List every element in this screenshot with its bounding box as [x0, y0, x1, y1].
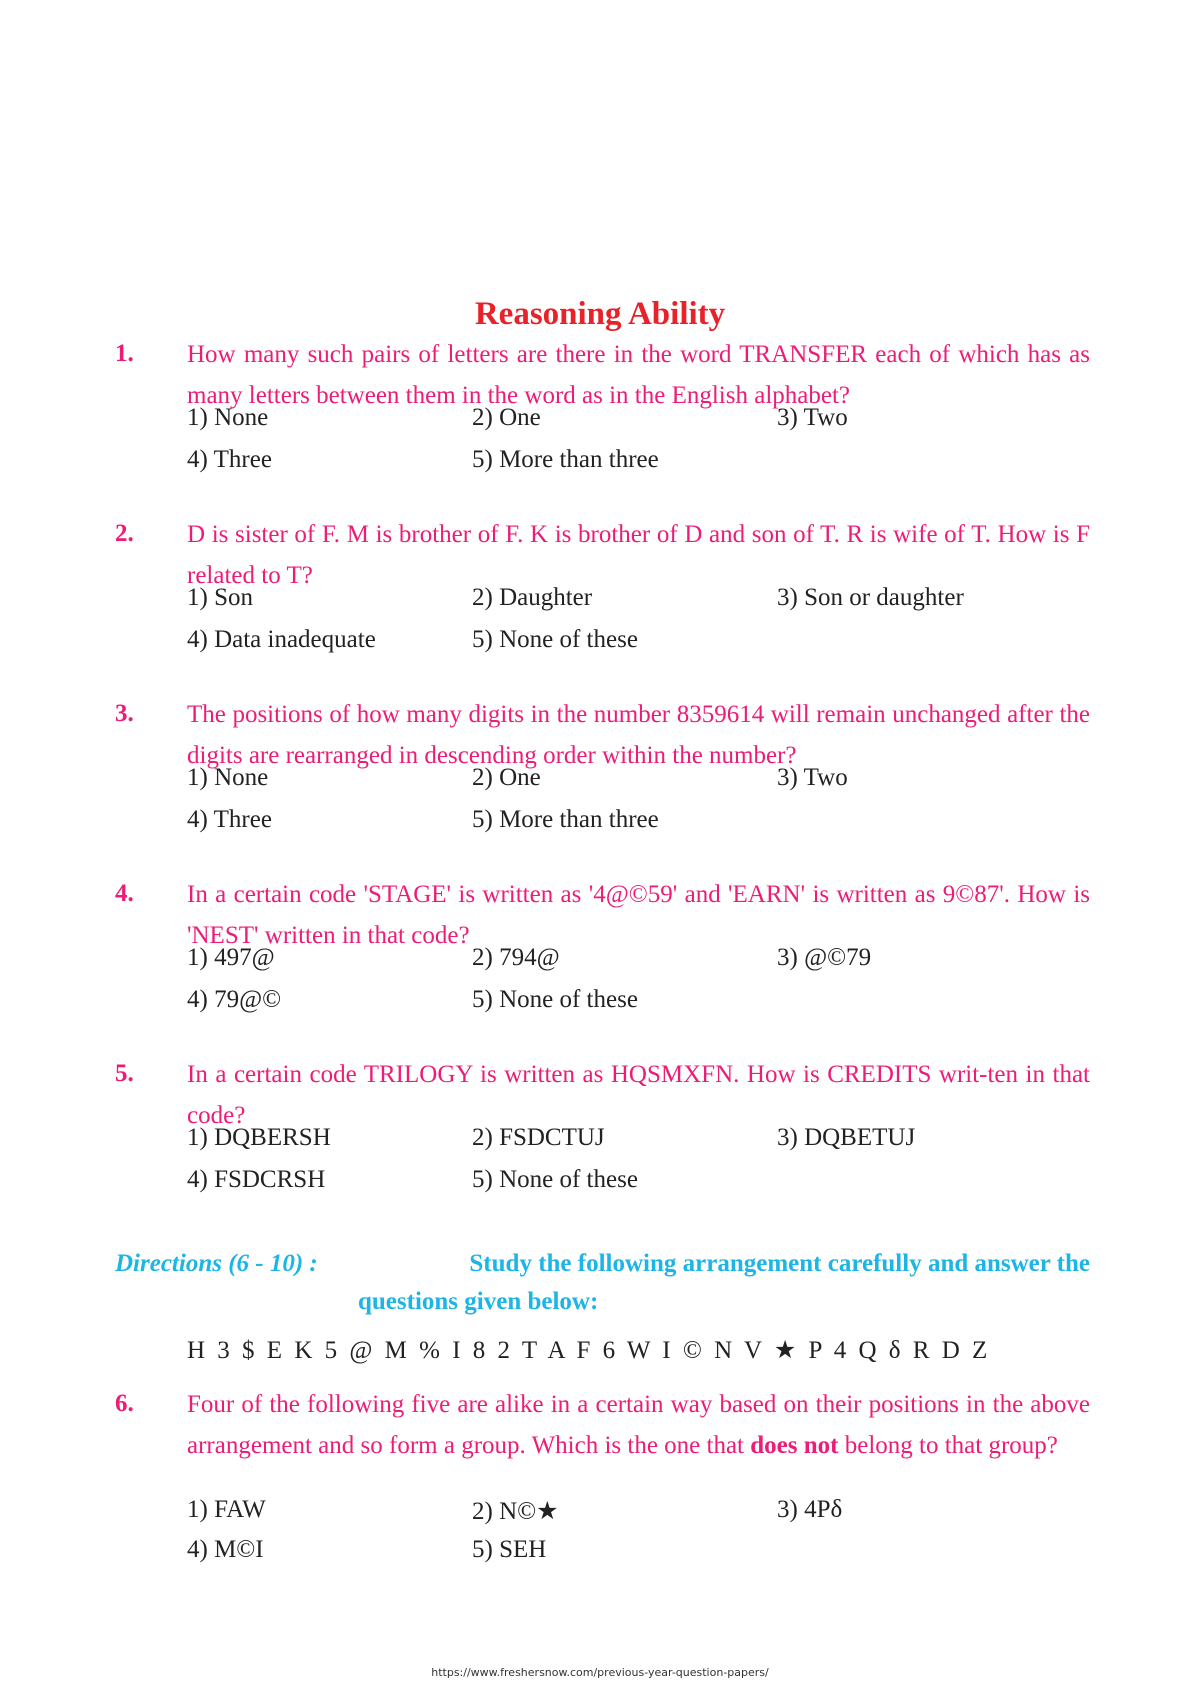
option-5: 5) More than three [472, 806, 659, 833]
directions-label: Directions (6 - 10) : [115, 1250, 318, 1277]
question-text-emphasis: does not [750, 1432, 839, 1459]
question-text-part-2: belong to that group? [838, 1432, 1058, 1459]
question-number: 2. [115, 520, 134, 547]
option-3: 3) DQBETUJ [777, 1124, 916, 1151]
option-5: 5) More than three [472, 446, 659, 473]
option-5: 5) None of these [472, 1166, 638, 1193]
question-text: In a certain code TRILOGY is written as HQSMXFN. How is CREDITS writ-ten in that code? [187, 1061, 1090, 1129]
option-2: 2) FSDCTUJ [472, 1124, 605, 1151]
option-2: 2) Daughter [472, 584, 593, 611]
option-3: 3) Son or daughter [777, 584, 964, 611]
directions-line-1 [115, 1245, 1090, 1283]
question-number: 5. [115, 1060, 134, 1087]
option-4: 4) Three [187, 806, 272, 833]
question-text [187, 1384, 1090, 1466]
question-text: D is sister of F. M is brother of F. K is brother of D and son of T. R is wife of T. How is F related to T? [187, 521, 1090, 589]
option-4: 4) 79@© [187, 986, 282, 1013]
question-text: The positions of how many digits in the number 8359614 will remain unchanged after the digits are rearranged in descending order within the number? [187, 701, 1090, 769]
option-5: 5) None of these [472, 986, 638, 1013]
footer-url[interactable]: https://www.freshersnow.com/previous-year-question-papers/ [431, 1666, 769, 1679]
question-number: 1. [115, 340, 134, 367]
directions-text-1: Study the following arrangement carefully and answer the [469, 1250, 1090, 1277]
option-4: 4) Three [187, 446, 272, 473]
option-3: 3) 4Pδ [777, 1496, 843, 1523]
option-4: 4) M©I [187, 1536, 264, 1563]
option-5: 5) None of these [472, 626, 638, 653]
option-4: 4) Data inadequate [187, 626, 376, 653]
question-text: How many such pairs of letters are there in the word TRANSFER each of which has as many letters between them in the word as in the English alphabet? [187, 341, 1090, 409]
option-2: 2) One [472, 764, 541, 791]
question-text: In a certain code 'STAGE' is written as '4@©59' and 'EARN' is written as 9©87'. How is 'NEST' written in that code? [187, 881, 1090, 949]
option-4: 4) FSDCRSH [187, 1166, 326, 1193]
question-number: 6. [115, 1390, 134, 1417]
question-number: 3. [115, 700, 134, 727]
option-1: 1) None [187, 404, 269, 431]
option-1: 1) 497@ [187, 944, 275, 971]
page-title: Reasoning Ability [474, 296, 726, 332]
option-2: 2) N©★ [472, 1498, 559, 1525]
option-3: 3) Two [777, 764, 848, 791]
option-3: 3) @©79 [777, 944, 872, 971]
option-1: 1) Son [187, 584, 253, 611]
symbol-arrangement: H 3 $ E K 5 @ M % I 8 2 T A F 6 W I © N V ★ P 4 Q δ R D Z [187, 1337, 989, 1364]
directions [115, 1245, 1090, 1321]
option-3: 3) Two [777, 404, 848, 431]
option-2: 2) One [472, 404, 541, 431]
option-5: 5) SEH [472, 1536, 547, 1563]
question-text-part-1: Four of the following five are alike in a certain way based on their positions in the above arrangement and so form a group. Which is the one that [187, 1391, 1090, 1459]
directions-text-2: questions given below: [358, 1288, 599, 1315]
question-number: 4. [115, 880, 134, 907]
option-1: 1) FAW [187, 1496, 266, 1523]
option-2: 2) 794@ [472, 944, 560, 971]
option-1: 1) None [187, 764, 269, 791]
option-1: 1) DQBERSH [187, 1124, 331, 1151]
